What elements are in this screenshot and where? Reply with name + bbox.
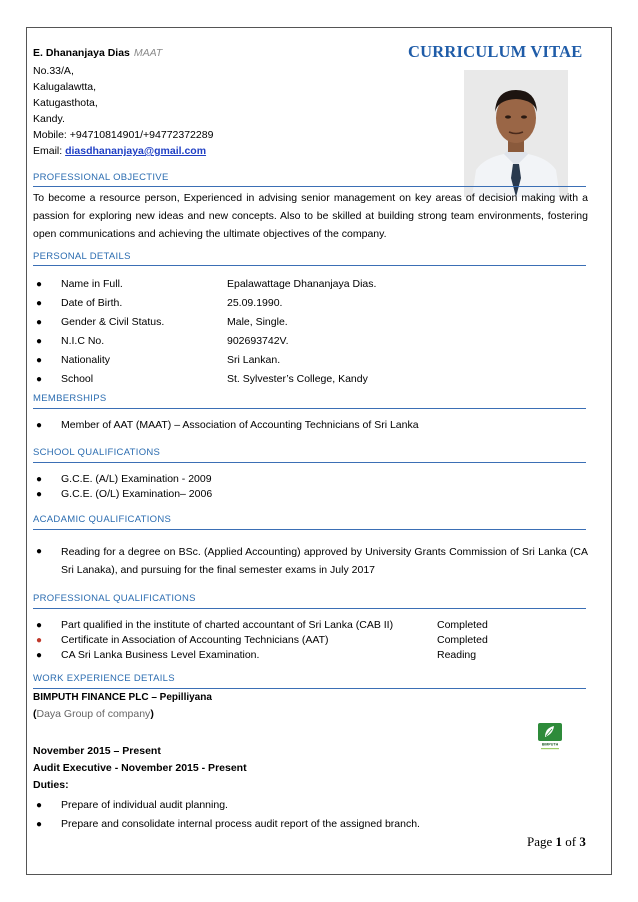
detail-label: Name in Full. (61, 278, 123, 290)
list-item (33, 332, 376, 351)
bullet-icon: ● (36, 317, 43, 328)
email-label: Email: (33, 145, 66, 157)
detail-label: Nationality (61, 354, 111, 366)
list-item (33, 543, 588, 579)
section-title-personal: PERSONAL DETAILS (33, 251, 131, 262)
paren-open: ( (33, 708, 37, 720)
list-item (33, 418, 419, 433)
section-title-work: WORK EXPERIENCE DETAILS (33, 673, 175, 684)
person-photo-icon (464, 70, 568, 197)
detail-label: School (61, 373, 94, 385)
bullet-icon: ● (36, 374, 43, 385)
bullet-icon: ● (36, 474, 43, 485)
page-number (527, 834, 586, 850)
detail-value: Epalawattage Dhananjaya Dias. (227, 278, 377, 290)
list-item (33, 648, 488, 663)
paren-close: ) (150, 708, 154, 720)
bullet-icon: ● (36, 420, 43, 431)
list-item (33, 294, 376, 313)
bullet-icon: ● (36, 650, 43, 661)
section-title-memberships: MEMBERSHIPS (33, 393, 107, 404)
bullet-icon: ● (36, 355, 43, 366)
candidate-name (33, 47, 162, 59)
list-item (33, 633, 488, 648)
section-divider (33, 688, 586, 689)
qualification-text: G.C.E. (O/L) Examination– 2006 (61, 488, 213, 500)
group-text: Daya Group of company (36, 708, 151, 720)
memberships-list (33, 418, 419, 433)
company-group (33, 708, 154, 720)
address-line-3: Katugasthota, (33, 97, 98, 109)
academic-text: Reading for a degree on BSc. (Applied Accounting) approved by University Grants Commission of Sri Lanka (CA Sri Lanaka), and pursuing for the final semester exams in July 2017 (61, 546, 588, 576)
work-position: Audit Executive - November 2015 - Present (33, 762, 247, 774)
section-title-professional: PROFESSIONAL QUALIFICATIONS (33, 593, 196, 604)
duty-text: Prepare of individual audit planning. (61, 799, 228, 811)
qualification-label: Certificate in Association of Accounting Technicians (AAT) (61, 634, 329, 646)
bullet-icon: ● (36, 489, 43, 500)
bullet-icon: ● (36, 635, 43, 646)
detail-value: St. Sylvester’s College, Kandy (227, 373, 368, 385)
qualification-label: CA Sri Lanka Business Level Examination. (61, 649, 260, 661)
company-logo (537, 722, 563, 752)
list-item (33, 313, 376, 332)
logo-text: BIMPUTH (541, 742, 559, 747)
bullet-icon: ● (36, 298, 43, 309)
list-item (33, 618, 488, 633)
qualification-text: G.C.E. (A/L) Examination - 2009 (61, 473, 212, 485)
qualification-status: Reading (437, 649, 477, 661)
qualification-label: Part qualified in the institute of charted accountant of Sri Lanka (CAB II) (61, 619, 394, 631)
membership-text: Member of AAT (MAAT) – Association of Accounting Technicians of Sri Lanka (61, 419, 419, 431)
school-qualifications-list (33, 472, 212, 502)
page-prefix: Page (527, 834, 556, 849)
list-item (33, 351, 376, 370)
address-line-2: Kalugalawtta, (33, 81, 97, 93)
credential-text: MAAT (133, 47, 163, 59)
bullet-icon: ● (36, 279, 43, 290)
list-item (33, 472, 212, 487)
detail-label: N.I.C No. (61, 335, 105, 347)
bullet-icon: ● (36, 620, 43, 631)
section-title-objective: PROFESSIONAL OBJECTIVE (33, 172, 169, 183)
academic-qualifications-list (33, 543, 588, 579)
section-divider (33, 186, 586, 187)
address-line-1: No.33/A, (33, 65, 74, 77)
section-divider (33, 608, 586, 609)
objective-text: To become a resource person, Experienced in advising senior management on key areas of decision making with a passion for exploring new ideas and new concepts. Also to be skilled at building strong team environments, fostering open communications and achieving the ultimate objectives of the company. (33, 192, 588, 240)
section-title-school: SCHOOL QUALIFICATIONS (33, 447, 161, 458)
list-item (33, 796, 420, 815)
duties-list (33, 796, 420, 834)
list-item (33, 275, 376, 294)
address-line-4: Kandy. (33, 113, 65, 125)
page-total: 3 (579, 834, 586, 849)
detail-label: Gender & Civil Status. (61, 316, 165, 328)
section-divider (33, 408, 586, 409)
work-period: November 2015 – Present (33, 745, 161, 757)
company-name: BIMPUTH FINANCE PLC – Pepilliyana (33, 692, 212, 703)
duty-text: Prepare and consolidate internal process audit report of the assigned branch. (61, 818, 420, 830)
section-divider (33, 265, 586, 266)
section-divider (33, 529, 586, 530)
page-sep: of (562, 834, 580, 849)
name-text: E. Dhananjaya Dias (33, 47, 130, 59)
mobile-number: Mobile: +94710814901/+94772372289 (33, 129, 214, 141)
qualification-status: Completed (437, 634, 488, 646)
list-item (33, 815, 420, 834)
list-item (33, 487, 212, 502)
detail-value: Sri Lankan. (227, 354, 281, 366)
email-line (33, 143, 206, 159)
detail-value: 25.09.1990. (227, 297, 283, 309)
personal-details-list (33, 275, 376, 389)
page-current: 1 (555, 834, 563, 849)
detail-label: Date of Birth. (61, 297, 123, 309)
profile-photo (464, 70, 568, 197)
bullet-icon: ● (36, 336, 43, 347)
page-title: CURRICULUM VITAE (408, 42, 583, 61)
list-item (33, 370, 376, 389)
detail-value: Male, Single. (227, 316, 288, 328)
bullet-icon: ● (36, 800, 43, 811)
duties-label: Duties: (33, 779, 69, 791)
professional-qualifications-list (33, 618, 488, 663)
section-divider (33, 462, 586, 463)
bullet-icon: ● (36, 819, 43, 830)
section-title-academic: ACADAMIC QUALIFICATIONS (33, 514, 172, 525)
detail-value: 902693742V. (227, 335, 289, 347)
email-link[interactable]: diasdhananjaya@gmail.com (65, 145, 207, 157)
bimputh-logo-icon (537, 722, 563, 752)
qualification-status: Completed (437, 619, 488, 631)
bullet-icon: ● (36, 546, 43, 557)
